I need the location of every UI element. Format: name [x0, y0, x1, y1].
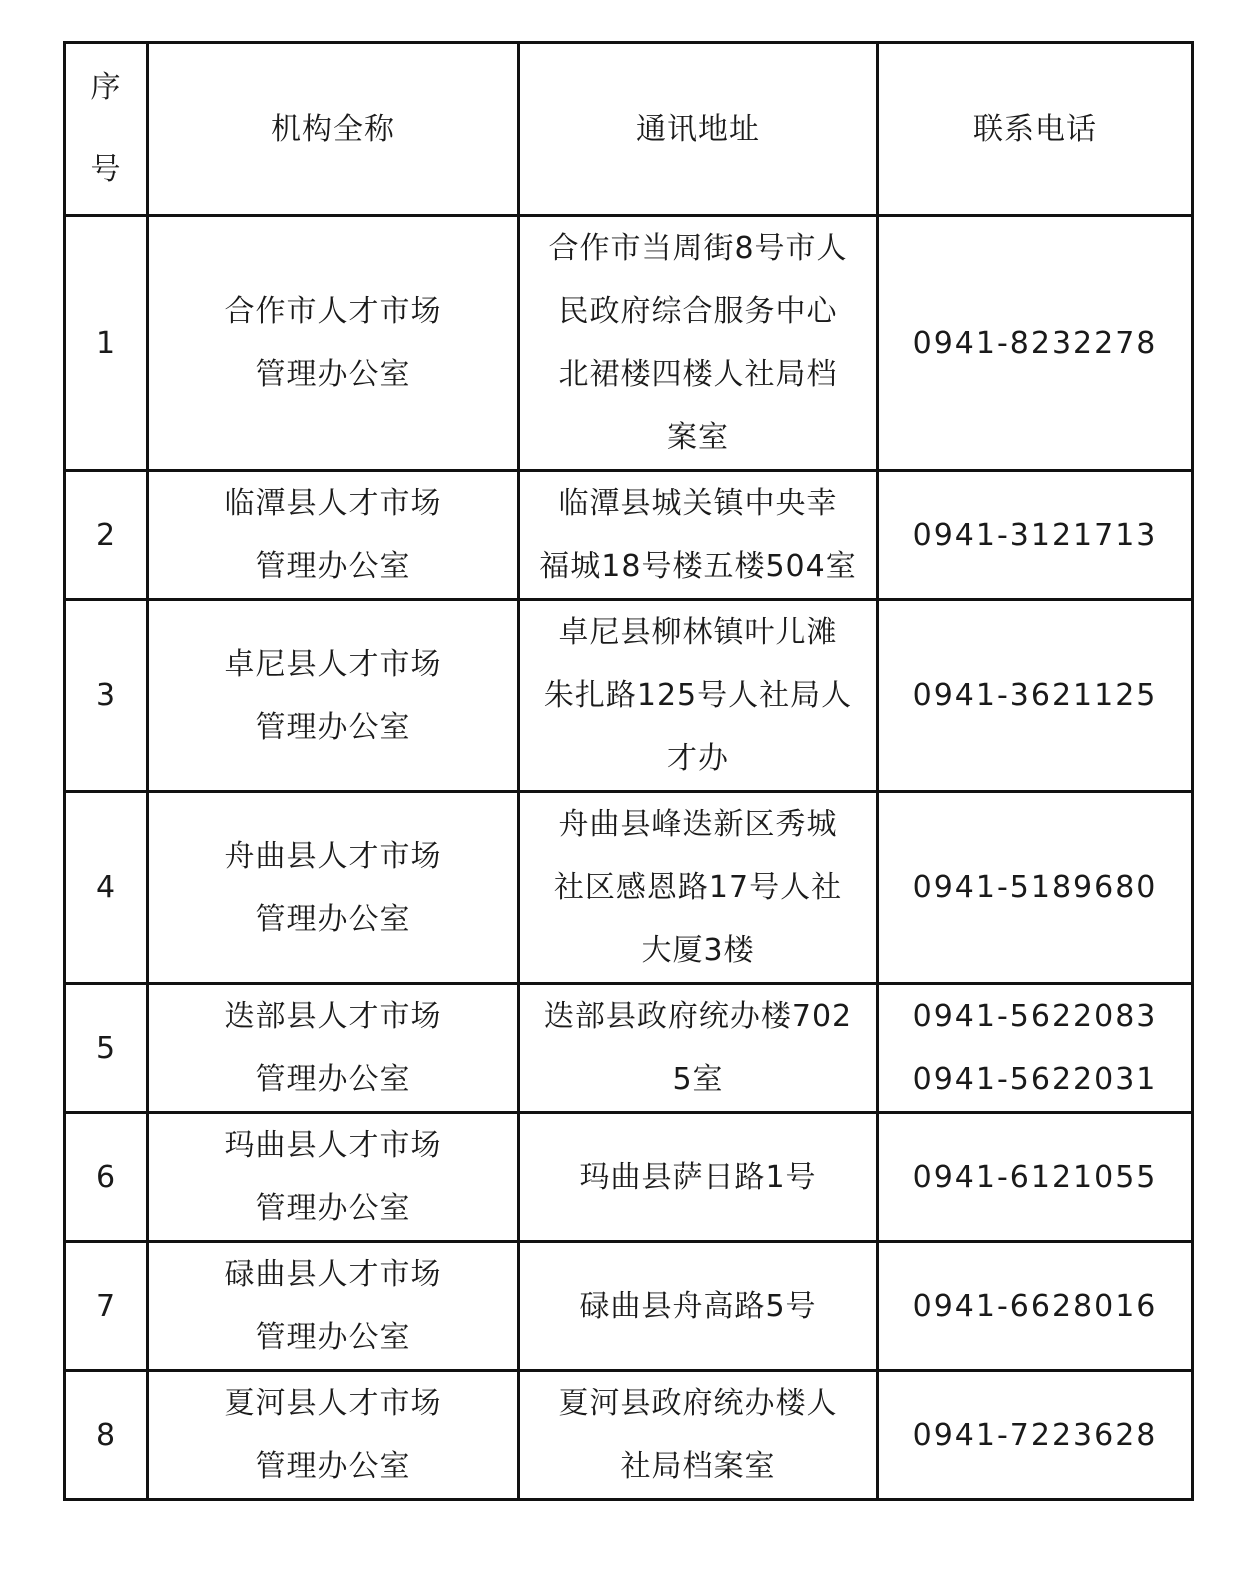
address-cell-line: 才办	[667, 741, 729, 776]
table-row	[65, 216, 1193, 471]
table-row	[65, 1242, 1193, 1371]
address-cell-line: 5室	[672, 1062, 724, 1097]
row-number: 7	[65, 1242, 148, 1371]
address-cell	[519, 1113, 878, 1242]
phone-cell-line: 0941-7223628	[912, 1417, 1158, 1453]
phone-cell-line: 0941-3121713	[912, 517, 1158, 553]
phone-cell	[878, 792, 1193, 984]
org-name-cell-line: 管理办公室	[255, 901, 411, 937]
table-row	[65, 984, 1193, 1113]
phone-cell	[878, 216, 1193, 471]
org-name-cell	[148, 1242, 519, 1371]
address-cell-line: 社区感恩路17号人社	[553, 870, 843, 905]
row-number: 8	[65, 1371, 148, 1500]
org-name-cell	[148, 984, 519, 1113]
address-cell-line: 玛曲县萨日路1号	[579, 1159, 817, 1195]
org-name-cell-line: 卓尼县人才市场	[224, 646, 442, 682]
row-number: 6	[65, 1113, 148, 1242]
phone-cell-line: 0941-5622031	[912, 1062, 1158, 1097]
org-name-cell-line: 夏河县人才市场	[224, 1386, 442, 1421]
address-cell-line: 社局档案室	[620, 1449, 776, 1484]
table-row	[65, 600, 1193, 792]
header-seq: 序 号	[65, 43, 148, 216]
row-number: 4	[65, 792, 148, 984]
phone-cell	[878, 600, 1193, 792]
org-name-cell-line: 管理办公室	[255, 1320, 411, 1355]
table-header-row	[65, 43, 1193, 216]
address-cell-line: 碌曲县舟高路5号	[579, 1288, 817, 1324]
org-name-cell-line: 管理办公室	[255, 549, 411, 584]
phone-cell-line: 0941-5622083	[912, 999, 1158, 1034]
address-cell-line: 福城18号楼五楼504室	[539, 549, 857, 584]
address-cell	[519, 1242, 878, 1371]
address-cell-line: 舟曲县峰迭新区秀城	[558, 807, 838, 842]
address-cell	[519, 216, 878, 471]
table-row	[65, 471, 1193, 600]
address-cell	[519, 471, 878, 600]
phone-cell	[878, 1242, 1193, 1371]
org-name-cell	[148, 471, 519, 600]
row-number: 2	[65, 471, 148, 600]
org-name-cell-line: 舟曲县人才市场	[224, 838, 442, 874]
address-cell	[519, 984, 878, 1113]
address-cell-line: 夏河县政府统办楼人	[558, 1386, 838, 1421]
row-number: 3	[65, 600, 148, 792]
phone-cell	[878, 1113, 1193, 1242]
phone-cell	[878, 1371, 1193, 1500]
address-cell-line: 临潭县城关镇中央幸	[558, 486, 838, 521]
org-name-cell	[148, 1113, 519, 1242]
phone-cell	[878, 984, 1193, 1113]
address-cell-line: 北裙楼四楼人社局档	[558, 357, 838, 392]
address-cell	[519, 1371, 878, 1500]
row-number: 1	[65, 216, 148, 471]
contact-table-container	[63, 41, 1191, 1501]
org-name-cell	[148, 1371, 519, 1500]
phone-cell-line: 0941-5189680	[912, 870, 1158, 905]
org-name-cell-line: 迭部县人才市场	[224, 999, 442, 1034]
org-name-cell-line: 合作市人才市场	[224, 294, 442, 329]
phone-cell-line: 0941-6121055	[912, 1159, 1158, 1195]
address-cell	[519, 792, 878, 984]
org-name-cell-line: 管理办公室	[255, 1062, 411, 1097]
table-row	[65, 792, 1193, 984]
phone-cell-line: 0941-3621125	[912, 678, 1158, 713]
address-cell-line: 卓尼县柳林镇叶儿滩	[558, 615, 838, 650]
phone-cell-line: 0941-6628016	[912, 1288, 1158, 1324]
table-row	[65, 1371, 1193, 1500]
address-cell-line: 合作市当周街8号市人	[548, 231, 848, 266]
header-address: 通讯地址	[519, 43, 878, 216]
header-phone: 联系电话	[878, 43, 1193, 216]
org-name-cell	[148, 600, 519, 792]
header-name: 机构全称	[148, 43, 519, 216]
address-cell-line: 迭部县政府统办楼702	[543, 999, 853, 1034]
address-cell	[519, 600, 878, 792]
org-name-cell-line: 管理办公室	[255, 1191, 411, 1226]
address-cell-line: 大厦3楼	[641, 933, 755, 968]
org-name-cell-line: 管理办公室	[255, 357, 411, 392]
contact-table	[63, 41, 1194, 1501]
org-name-cell-line: 管理办公室	[255, 1449, 411, 1484]
org-name-cell	[148, 216, 519, 471]
org-name-cell-line: 碌曲县人才市场	[224, 1257, 442, 1292]
address-cell-line: 案室	[667, 420, 729, 455]
address-cell-line: 民政府综合服务中心	[558, 294, 838, 329]
table-row	[65, 1113, 1193, 1242]
org-name-cell-line: 临潭县人才市场	[224, 486, 442, 521]
org-name-cell-line: 管理办公室	[255, 709, 411, 745]
org-name-cell-line: 玛曲县人才市场	[224, 1128, 442, 1163]
phone-cell	[878, 471, 1193, 600]
address-cell-line: 朱扎路125号人社局人	[543, 678, 853, 713]
org-name-cell	[148, 792, 519, 984]
row-number: 5	[65, 984, 148, 1113]
phone-cell-line: 0941-8232278	[912, 325, 1158, 361]
